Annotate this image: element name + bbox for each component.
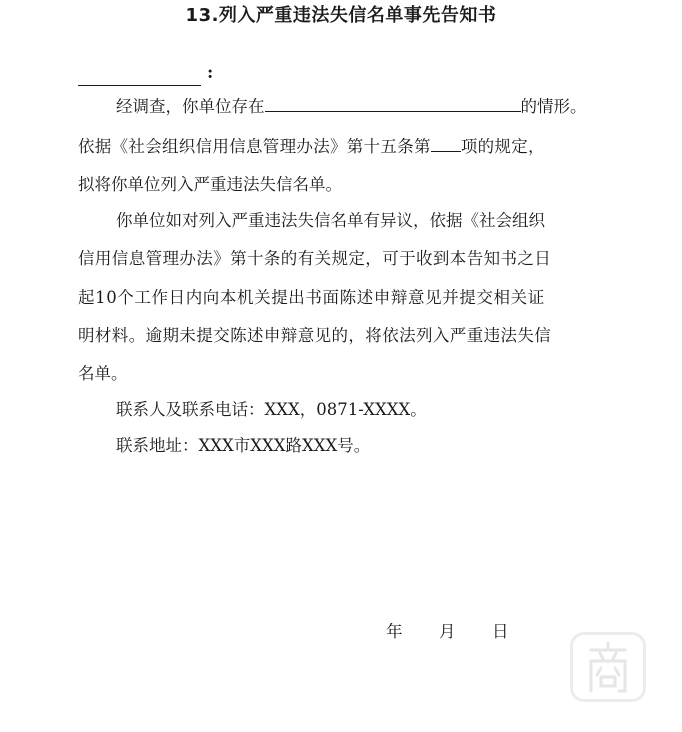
- date-year: 年: [386, 622, 403, 641]
- date-day: 日: [492, 622, 509, 641]
- addressee-colon: :: [207, 63, 214, 83]
- document-title: 13.列入严重违法失信名单事先告知书: [185, 5, 497, 26]
- situation-blank: [265, 94, 521, 112]
- para1-line1: [116, 94, 587, 118]
- item-blank: [431, 134, 461, 152]
- para1-line1-suffix: 的情形。: [520, 97, 587, 116]
- para1-line2-prefix: 依据《社会组织信用信息管理办法》第十五条第: [78, 137, 431, 156]
- para2-line4: 明材料。逾期未提交陈述申辩意见的，将依法列入严重违法失信: [78, 326, 552, 345]
- addressee-line: [78, 60, 213, 86]
- para1-line1-prefix: 经调查，你单位存在: [116, 97, 265, 116]
- date-line: [386, 620, 509, 644]
- date-month: 月: [439, 622, 456, 641]
- para2-line5: 名单。: [78, 364, 128, 383]
- para2-line3: 起10个工作日内向本机关提出书面陈述申辩意见并提交相关证: [78, 288, 545, 307]
- para2-line1: 你单位如对列入严重违法失信名单有异议，依据《社会组织: [116, 211, 545, 230]
- para1-line2-suffix: 项的规定，: [460, 137, 545, 156]
- contact-phone: 联系人及联系电话：XXX，0871-XXXX。: [116, 400, 427, 419]
- addressee-blank: [78, 67, 201, 86]
- para2-line2: 信用信息管理办法》第十条的有关规定，可于收到本告知书之日: [78, 249, 552, 268]
- para1-line3: 拟将你单位列入严重违法失信名单。: [78, 175, 342, 194]
- contact-address: 联系地址：XXX市XXX路XXX号。: [116, 436, 371, 455]
- shang-seal-icon: [570, 632, 646, 702]
- para1-line2: [78, 134, 545, 158]
